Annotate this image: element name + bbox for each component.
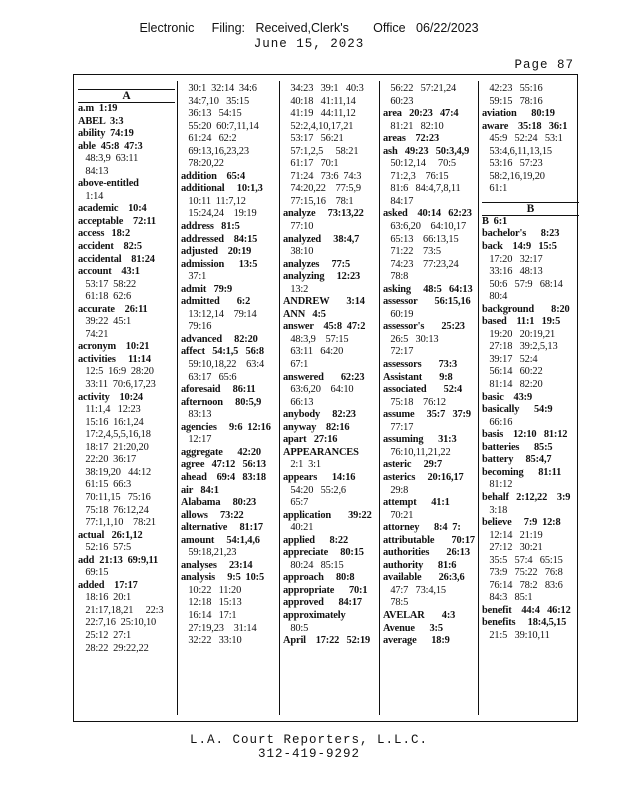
index-term-entry: ahead 69:4 83:18 bbox=[181, 471, 266, 483]
index-reference-line: 18:17 21:20,20 bbox=[78, 441, 149, 453]
index-reference-line: 22:7,16 25:10,10 bbox=[78, 617, 157, 629]
index-reference-line: 70:11,15 75:16 bbox=[78, 491, 151, 503]
index-term-entry: areas 72:23 bbox=[383, 133, 440, 145]
index-reference-line: 63:6,20 64:10 bbox=[283, 384, 354, 396]
index-term-entry: applied 8:22 bbox=[283, 534, 348, 546]
index-reference-line: 26:5 30:13 bbox=[383, 333, 439, 345]
index-reference-line: 48:3,9 63:11 bbox=[78, 153, 139, 165]
index-reference-line: 80:4 bbox=[482, 291, 508, 303]
index-term-entry: appreciate 80:15 bbox=[283, 547, 364, 559]
index-reference-line: 83:13 bbox=[181, 409, 212, 421]
index-term-entry: additional 10:1,3 bbox=[181, 183, 263, 195]
index-term-entry: assuming 31:3 bbox=[383, 434, 457, 446]
index-reference-line: 50:6 57:9 68:14 bbox=[482, 278, 563, 290]
index-reference-line: 16:14 17:1 bbox=[181, 609, 237, 621]
index-term-entry: analyses 23:14 bbox=[181, 559, 253, 571]
index-term-entry: asking 48:5 64:13 bbox=[383, 283, 473, 295]
index-reference-line: 53:4,6,11,13,15 bbox=[482, 145, 552, 157]
index-reference-line: 77:1,1,10 78:21 bbox=[78, 517, 156, 529]
index-reference-line: 57:1,2,5 58:21 bbox=[283, 145, 359, 157]
index-term-entry: air 84:1 bbox=[181, 484, 219, 496]
index-term-entry: assessors 73:3 bbox=[383, 359, 458, 371]
index-term-entry: approach 80:8 bbox=[283, 572, 355, 584]
index-term-entry: activity 10:24 bbox=[78, 391, 143, 403]
index-reference-line: 36:13 54:15 bbox=[181, 108, 242, 120]
column-divider bbox=[379, 81, 380, 715]
index-term-entry: aforesaid 86:11 bbox=[181, 384, 256, 396]
index-term-entry: approximately bbox=[283, 609, 346, 621]
index-reference-line: 40:18 41:11,14 bbox=[283, 95, 356, 107]
index-reference-line: 12:18 15:13 bbox=[181, 597, 242, 609]
index-reference-line: 61:15 66:3 bbox=[78, 479, 132, 491]
index-reference-line: 63:17 65:6 bbox=[181, 371, 237, 383]
index-term-entry: access 18:2 bbox=[78, 228, 131, 240]
index-term-entry: agencies 9:6 12:16 bbox=[181, 421, 271, 433]
index-reference-line: 53:17 58:22 bbox=[78, 278, 137, 290]
index-term-entry: affect 54:1,5 56:8 bbox=[181, 346, 264, 358]
index-reference-line: 15:16 16:1,24 bbox=[78, 416, 144, 428]
index-reference-line: 60:19 bbox=[383, 308, 414, 320]
index-term-entry: answer 45:8 47:2 bbox=[283, 321, 366, 333]
electronic-filing-stamp: Electronic Filing: Received,Clerk's Office 06/22/2023 bbox=[139, 21, 479, 35]
index-reference-line: 65:7 bbox=[283, 497, 309, 509]
index-reference-line: 80:24 85:15 bbox=[283, 559, 344, 571]
index-reference-line: 61:24 62:2 bbox=[181, 133, 237, 145]
index-term-entry: admitted 6:2 bbox=[181, 296, 251, 308]
index-reference-line: 45:9 52:24 53:1 bbox=[482, 133, 563, 145]
index-term-entry: assessor 56:15,16 bbox=[383, 296, 471, 308]
index-reference-line: 63:11 64:20 bbox=[283, 346, 344, 358]
index-reference-line: 12:5 16:9 28:20 bbox=[78, 366, 154, 378]
index-term-entry: battery 85:4,7 bbox=[482, 454, 552, 466]
index-term-entry: back 14:9 15:5 bbox=[482, 241, 557, 253]
index-reference-line: 76:14 78:2 83:6 bbox=[482, 579, 563, 591]
index-term-entry: acceptable 72:11 bbox=[78, 215, 156, 227]
index-term-entry: adjusted 20:19 bbox=[181, 246, 252, 258]
index-column-2 bbox=[181, 83, 278, 715]
index-reference-line: 54:20 55:2,6 bbox=[283, 484, 346, 496]
index-reference-line: 10:22 11:20 bbox=[181, 584, 242, 596]
index-column-5 bbox=[482, 83, 579, 715]
index-term-entry: add 21:13 69:9,11 bbox=[78, 554, 158, 566]
court-reporter-name: L.A. Court Reporters, L.L.C. bbox=[189, 733, 429, 747]
index-reference-line: 75:18 76:12 bbox=[383, 396, 446, 408]
index-reference-line: 81:14 82:20 bbox=[482, 379, 543, 391]
index-reference-line: 66:16 bbox=[482, 416, 513, 428]
index-reference-line: 55:20 60:7,11,14 bbox=[181, 120, 259, 132]
index-term-entry: aware 35:18 36:1 bbox=[482, 120, 568, 132]
index-term-entry: assume 35:7 37:9 bbox=[383, 409, 471, 421]
index-reference-line: 27:19,23 31:14 bbox=[181, 622, 257, 634]
section-letter-heading: B bbox=[482, 202, 579, 216]
index-term-entry: afternoon 80:5,9 bbox=[181, 396, 262, 408]
index-reference-line: 71:2,3 76:15 bbox=[383, 170, 449, 182]
index-reference-line: 41:19 44:11,12 bbox=[283, 108, 356, 120]
word-index-box bbox=[73, 74, 578, 722]
index-reference-line: 13:12,14 79:14 bbox=[181, 308, 257, 320]
index-reference-line: 76:10,11,21,22 bbox=[383, 446, 451, 458]
index-reference-line: 2:1 3:1 bbox=[283, 459, 321, 471]
index-term-entry: advanced 82:20 bbox=[181, 333, 258, 345]
index-reference-line: 77:15,16 78:1 bbox=[283, 195, 354, 207]
index-term-entry: asterics 20:16,17 bbox=[383, 471, 464, 483]
index-reference-line: 25:12 27:1 bbox=[78, 629, 132, 641]
index-reference-line: 69:15 bbox=[78, 567, 109, 579]
index-reference-line: 84:3 85:1 bbox=[482, 592, 533, 604]
index-term-entry: alternative 81:17 bbox=[181, 522, 263, 534]
index-reference-line: 34:23 39:1 40:3 bbox=[283, 83, 364, 94]
index-term-entry: analyze 73:13,22 bbox=[283, 208, 364, 220]
index-term-entry: batteries 85:5 bbox=[482, 441, 553, 453]
index-reference-line: 13:2 bbox=[283, 283, 309, 295]
index-term-entry: assessor's 25:23 bbox=[383, 321, 465, 333]
index-reference-line: 80:5 bbox=[283, 622, 309, 634]
index-term-entry: basic 43:9 bbox=[482, 391, 533, 403]
index-reference-line: 61:1 bbox=[482, 183, 508, 195]
index-reference-line: 12:14 21:19 bbox=[482, 529, 543, 541]
court-reporter-phone: 312-419-9292 bbox=[257, 747, 360, 761]
index-reference-line: 38:10 bbox=[283, 246, 314, 258]
index-reference-line: 21:17,18,21 22:3 bbox=[78, 604, 164, 616]
index-term-entry: anyway 82:16 bbox=[283, 421, 350, 433]
transcript-date: June 15, 2023 bbox=[253, 37, 365, 51]
index-reference-line: 30:1 32:14 34:6 bbox=[181, 83, 257, 94]
index-reference-line: 59:15 78:16 bbox=[482, 95, 543, 107]
index-term-entry: April 17:22 52:19 bbox=[283, 635, 371, 647]
index-reference-line: 59:18,21,23 bbox=[181, 547, 237, 559]
index-reference-line: 81:6 84:4,7,8,11 bbox=[383, 183, 461, 195]
index-term-entry: apart 27:16 bbox=[283, 434, 338, 446]
index-reference-line: 37:1 bbox=[181, 271, 207, 283]
index-column-3 bbox=[283, 83, 380, 715]
index-reference-line: 1:14 bbox=[78, 190, 104, 202]
index-term-entry: ability 74:19 bbox=[78, 128, 134, 140]
index-reference-line: 77:10 bbox=[283, 221, 314, 233]
index-reference-line: 39:22 45:1 bbox=[78, 316, 132, 328]
index-reference-line: 61:18 62:6 bbox=[78, 291, 132, 303]
index-reference-line: 28:22 29:22,22 bbox=[78, 642, 149, 654]
column-divider bbox=[177, 81, 178, 715]
page-number: Page 87 bbox=[514, 58, 574, 72]
index-term-entry: aviation 80:19 bbox=[482, 108, 555, 120]
index-term-entry: benefits 18:4,5,15 bbox=[482, 617, 567, 629]
index-term-entry: application 39:22 bbox=[283, 509, 372, 521]
index-term-entry: analyzes 77:5 bbox=[283, 258, 351, 270]
index-term-entry: basically 54:9 bbox=[482, 404, 553, 416]
index-term-entry: accident 82:5 bbox=[78, 241, 142, 253]
index-term-entry: a.m 1:19 bbox=[78, 103, 118, 114]
index-term-entry: Avenue 3:5 bbox=[383, 622, 443, 634]
index-term-entry: agree 47:12 56:13 bbox=[181, 459, 266, 471]
index-term-entry: accidental 81:24 bbox=[78, 253, 155, 265]
index-term-entry: appropriate 70:1 bbox=[283, 584, 368, 596]
index-term-entry: appears 14:16 bbox=[283, 471, 356, 483]
index-term-entry: accurate 26:11 bbox=[78, 303, 148, 315]
index-term-entry: APPEARANCES bbox=[283, 446, 359, 458]
index-term-entry: B 6:1 bbox=[482, 215, 508, 227]
index-term-entry: account 43:1 bbox=[78, 266, 140, 278]
index-reference-line: 32:22 33:10 bbox=[181, 635, 242, 647]
index-reference-line: 63:6,20 64:10,17 bbox=[383, 221, 467, 233]
index-reference-line: 71:24 73:6 74:3 bbox=[283, 170, 362, 182]
index-reference-line: 50:12,14 70:5 bbox=[383, 158, 456, 170]
index-column-4 bbox=[383, 83, 480, 715]
index-term-entry: analyzed 38:4,7 bbox=[283, 233, 360, 245]
index-reference-line: 35:5 57:4 65:15 bbox=[482, 554, 563, 566]
index-term-entry: addressed 84:15 bbox=[181, 233, 258, 245]
index-term-entry: authorities 26:13 bbox=[383, 547, 470, 559]
index-reference-line: 67:1 bbox=[283, 359, 309, 371]
index-reference-line: 70:21 bbox=[383, 509, 414, 521]
index-reference-line: 52:2,4,10,17,21 bbox=[283, 120, 354, 132]
index-reference-line: 12:17 bbox=[181, 434, 212, 446]
index-reference-line: 71:22 73:5 bbox=[383, 246, 441, 258]
index-reference-line: 34:7,10 35:15 bbox=[181, 95, 250, 107]
index-term-entry: address 81:5 bbox=[181, 221, 240, 233]
index-term-entry: area 20:23 47:4 bbox=[383, 108, 459, 120]
column-divider bbox=[279, 81, 280, 715]
index-reference-line: 33:16 48:13 bbox=[482, 266, 543, 278]
index-term-entry: analyzing 12:23 bbox=[283, 271, 361, 283]
index-term-entry: actual 26:1,12 bbox=[78, 529, 143, 541]
index-reference-line: 29:8 bbox=[383, 484, 409, 496]
index-reference-line: 74:23 77:23,24 bbox=[383, 258, 459, 270]
index-term-entry: benefit 44:4 46:12 bbox=[482, 604, 571, 616]
index-reference-line: 53:16 57:23 bbox=[482, 158, 543, 170]
index-reference-line: 18:16 20:1 bbox=[78, 592, 132, 604]
section-letter-heading: A bbox=[78, 89, 175, 103]
index-reference-line: 40:21 bbox=[283, 522, 314, 534]
index-reference-line: 84:13 bbox=[78, 165, 109, 177]
index-term-entry: answered 62:23 bbox=[283, 371, 365, 383]
index-reference-line: 78:8 bbox=[383, 271, 409, 283]
index-term-entry: associated 52:4 bbox=[383, 384, 463, 396]
index-reference-line: 33:11 70:6,17,23 bbox=[78, 379, 156, 391]
index-term-entry: attorney 8:4 7: bbox=[383, 522, 461, 534]
index-term-entry: background 8:20 bbox=[482, 303, 570, 315]
index-reference-line: 38:19,20 44:12 bbox=[78, 466, 152, 478]
index-reference-line: 74:21 bbox=[78, 328, 109, 340]
index-reference-line: 39:17 52:4 bbox=[482, 353, 538, 365]
index-reference-line: 52:16 57:5 bbox=[78, 542, 132, 554]
index-term-entry: analysis 9:5 10:5 bbox=[181, 572, 265, 584]
index-term-entry: Alabama 80:23 bbox=[181, 497, 257, 509]
index-term-entry: Assistant 9:8 bbox=[383, 371, 453, 383]
index-reference-line: 66:13 bbox=[283, 396, 314, 408]
index-term-entry: asteric 29:7 bbox=[383, 459, 443, 471]
index-reference-line: 73:9 75:22 76:8 bbox=[482, 567, 563, 579]
index-reference-line: 79:16 bbox=[181, 321, 212, 333]
index-term-entry: believe 7:9 12:8 bbox=[482, 517, 561, 529]
index-reference-line: 69:13,16,23,23 bbox=[181, 145, 249, 157]
index-reference-line: 84:17 bbox=[383, 195, 414, 207]
index-term-entry: aggregate 42:20 bbox=[181, 446, 261, 458]
index-reference-line: 74:20,22 77:5,9 bbox=[283, 183, 361, 195]
index-reference-line: 77:17 bbox=[383, 421, 414, 433]
index-reference-line: 78:5 bbox=[383, 597, 409, 609]
index-reference-line: 78:20,22 bbox=[181, 158, 224, 170]
index-reference-line: 65:13 66:13,15 bbox=[383, 233, 459, 245]
index-column-1 bbox=[78, 83, 175, 715]
index-term-entry: amount 54:1,4,6 bbox=[181, 534, 260, 546]
index-term-entry: available 26:3,6 bbox=[383, 572, 465, 584]
index-reference-line: 60:23 bbox=[383, 95, 414, 107]
index-term-entry: ash 49:23 50:3,4,9 bbox=[383, 145, 470, 157]
index-term-entry: becoming 81:11 bbox=[482, 466, 562, 478]
index-reference-line: 81:21 82:10 bbox=[383, 120, 444, 132]
index-term-entry: acronym 10:21 bbox=[78, 341, 150, 353]
column-divider bbox=[478, 81, 479, 715]
index-term-entry: basis 12:10 81:12 bbox=[482, 429, 568, 441]
index-term-entry: above-entitled bbox=[78, 178, 139, 190]
index-reference-line: 75:18 76:12,24 bbox=[78, 504, 149, 516]
index-term-entry: ABEL 3:3 bbox=[78, 115, 124, 127]
index-reference-line: 48:3,9 57:15 bbox=[283, 333, 349, 345]
index-reference-line: 56:14 60:22 bbox=[482, 366, 543, 378]
index-reference-line: 81:12 bbox=[482, 479, 513, 491]
index-term-entry: based 11:1 19:5 bbox=[482, 316, 561, 328]
index-term-entry: approved 84:17 bbox=[283, 597, 362, 609]
index-term-entry: bachelor's 8:23 bbox=[482, 228, 560, 240]
index-term-entry: attempt 41:1 bbox=[383, 497, 450, 509]
index-term-entry: activities 11:14 bbox=[78, 353, 151, 365]
index-reference-line: 15:24,24 19:19 bbox=[181, 208, 257, 220]
index-term-entry: average 18:9 bbox=[383, 635, 450, 647]
index-term-entry: attributable 70:17 bbox=[383, 534, 475, 546]
index-term-entry: allows 73:22 bbox=[181, 509, 244, 521]
index-term-entry: ANN 4:5 bbox=[283, 308, 326, 320]
index-reference-line: 42:23 55:16 bbox=[482, 83, 543, 94]
index-term-entry: added 17:17 bbox=[78, 579, 138, 591]
index-term-entry: AVELAR 4:3 bbox=[383, 609, 456, 621]
index-reference-line: 21:5 39:10,11 bbox=[482, 629, 550, 641]
index-term-entry: able 45:8 47:3 bbox=[78, 140, 143, 152]
index-reference-line: 27:18 39:2,5,13 bbox=[482, 341, 558, 353]
index-reference-line: 17:20 32:17 bbox=[482, 253, 543, 265]
index-term-entry: asked 40:14 62:23 bbox=[383, 208, 472, 220]
index-term-entry: admission 13:5 bbox=[181, 258, 258, 270]
index-term-entry: authority 81:6 bbox=[383, 559, 457, 571]
index-reference-line: 10:11 11:7,12 bbox=[181, 195, 246, 207]
index-reference-line: 59:10,18,22 63:4 bbox=[181, 359, 265, 371]
index-term-entry: addition 65:4 bbox=[181, 170, 245, 182]
index-reference-line: 56:22 57:21,24 bbox=[383, 83, 457, 94]
index-term-entry: admit 79:9 bbox=[181, 283, 233, 295]
index-term-entry: ANDREW 3:14 bbox=[283, 296, 365, 308]
index-term-entry: academic 10:4 bbox=[78, 203, 147, 215]
index-reference-line: 53:17 56:21 bbox=[283, 133, 344, 145]
index-reference-line: 17:2,4,5,5,16,18 bbox=[78, 429, 151, 441]
index-reference-line: 47:7 73:4,15 bbox=[383, 584, 446, 596]
index-reference-line: 22:20 36:17 bbox=[78, 454, 137, 466]
index-term-entry: behalf 2:12,22 3:9 bbox=[482, 491, 571, 503]
index-reference-line: 27:12 30:21 bbox=[482, 542, 543, 554]
index-reference-line: 19:20 20:19,21 bbox=[482, 328, 556, 340]
index-reference-line: 61:17 70:1 bbox=[283, 158, 339, 170]
index-reference-line: 3:18 bbox=[482, 504, 508, 516]
index-reference-line: 72:17 bbox=[383, 346, 414, 358]
index-term-entry: anybody 82:23 bbox=[283, 409, 356, 421]
index-reference-line: 58:2,16,19,20 bbox=[482, 170, 545, 182]
index-reference-line: 11:1,4 12:23 bbox=[78, 404, 141, 416]
